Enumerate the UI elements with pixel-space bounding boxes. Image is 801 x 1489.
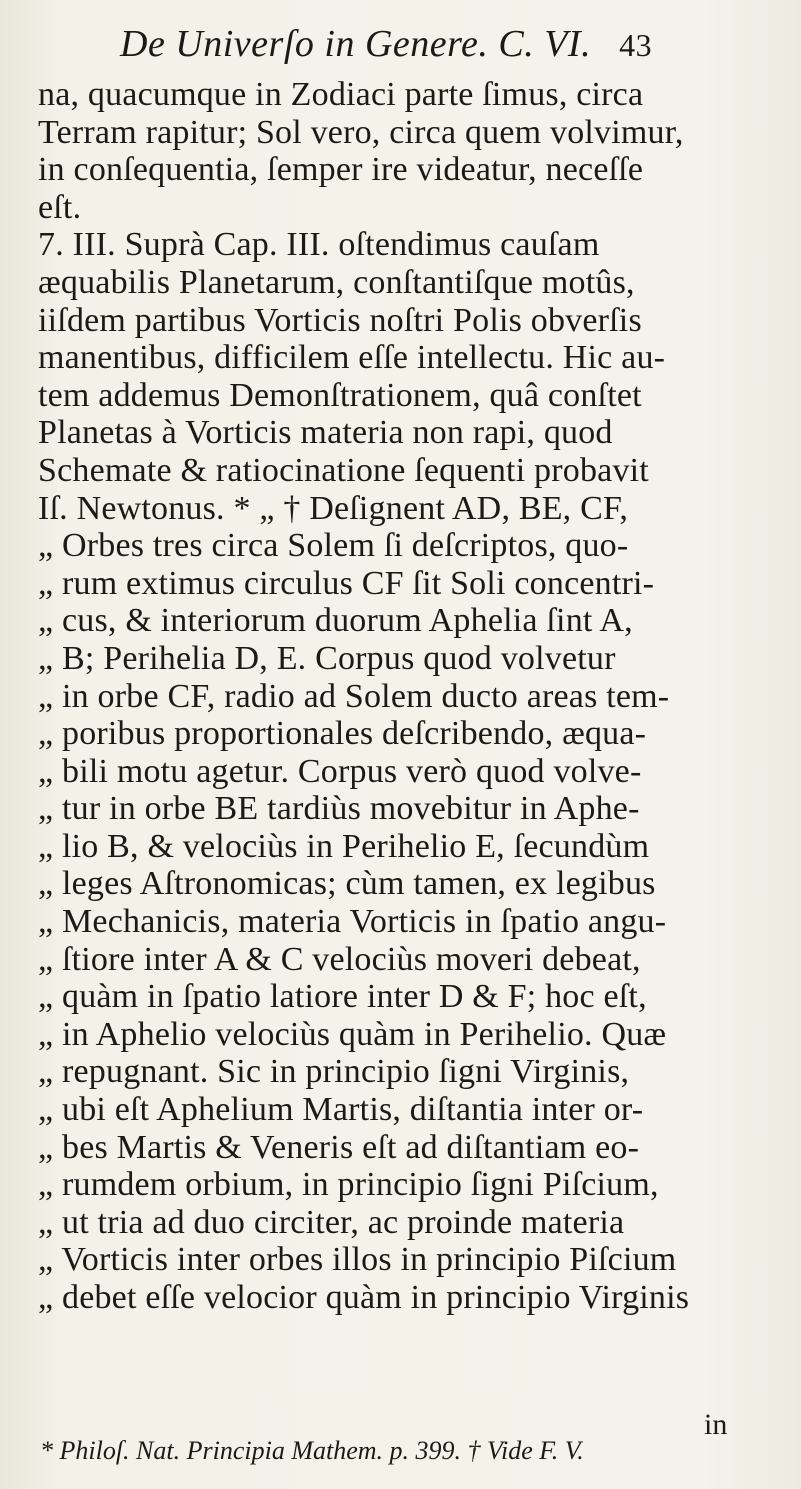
text-line: „ rumdem orbium, in principio ſigni Piſcium, bbox=[38, 1166, 659, 1204]
text-line: manentibus, difficilem eſſe intellectu. Hic au- bbox=[38, 339, 666, 377]
text-line: „ quàm in ſpatio latiore inter D & F; hoc eſt, bbox=[38, 978, 647, 1016]
running-header bbox=[120, 22, 720, 66]
text-line: na, quacumque in Zodiaci parte ſimus, circa bbox=[38, 76, 644, 113]
text-line: „ ut tria ad duo circiter, ac proinde materia bbox=[38, 1203, 625, 1241]
text-line: „ rum extimus circulus CF ſit Soli concentri- bbox=[38, 564, 655, 602]
text-line: eſt. bbox=[38, 188, 82, 226]
text-line: „ ſtiore inter A & C velociùs moveri debeat, bbox=[38, 940, 641, 978]
text-line: Terram rapitur; Sol vero, circa quem volvimur, bbox=[38, 113, 684, 151]
text-line: „ Mechanicis, materia Vorticis in ſpatio angu- bbox=[38, 903, 667, 941]
text-line: „ lio B, & velociùs in Perihelio E, ſecundùm bbox=[38, 827, 650, 865]
text-line: „ poribus proportionales deſcribendo, æqua- bbox=[38, 715, 647, 753]
text-line: „ bes Martis & Veneris eſt ad diſtantiam eo- bbox=[38, 1128, 640, 1166]
text-line: iiſdem partibus Vorticis noſtri Polis obverſis bbox=[38, 301, 642, 339]
text-line: Schemate & ratiocinatione ſequenti probavit bbox=[38, 451, 649, 489]
text-line: „ Orbes tres circa Solem ſi deſcriptos, quo- bbox=[38, 527, 629, 565]
text-line: Planetas à Vorticis materia non rapi, quod bbox=[38, 414, 613, 452]
text-line: „ ubi eſt Aphelium Martis, diſtantia inter or- bbox=[38, 1091, 644, 1129]
text-line: „ leges Aſtronomicas; cùm tamen, ex legibus bbox=[38, 865, 656, 903]
page-number: 43 bbox=[619, 27, 653, 63]
body-text bbox=[38, 76, 768, 1317]
text-line: „ cus, & interiorum duorum Aphelia ſint A, bbox=[38, 602, 633, 640]
text-line: „ tur in orbe BE tardiùs movebitur in Aphe- bbox=[38, 790, 640, 828]
text-line: 7. III. Suprà Cap. III. oſtendimus cauſam bbox=[38, 226, 600, 264]
text-line: Iſ. Newtonus. * „ † Deſignent AD, BE, CF, bbox=[38, 489, 629, 527]
text-line: „ bili motu agetur. Corpus verò quod volve- bbox=[38, 752, 642, 790]
text-line: æquabilis Planetarum, conſtantiſque motûs, bbox=[38, 263, 635, 301]
text-line: „ debet eſſe velocior quàm in principio Virginis bbox=[38, 1279, 690, 1316]
text-line: „ repugnant. Sic in principio ſigni Virginis, bbox=[38, 1053, 630, 1091]
text-line: „ Vorticis inter orbes illos in principio Piſcium bbox=[38, 1241, 677, 1279]
text-line: tem addemus Demonſtrationem, quâ conſtet bbox=[38, 376, 642, 414]
text-line: in conſequentia, ſemper ire videatur, neceſſe bbox=[38, 151, 644, 189]
text-line: „ in orbe CF, radio ad Solem ducto areas tem- bbox=[38, 677, 670, 715]
text-line: „ in Aphelio velociùs quàm in Perihelio. Quæ bbox=[38, 1015, 667, 1053]
catchword: in bbox=[704, 1408, 728, 1441]
text-line: „ B; Perihelia D, E. Corpus quod volvetur bbox=[38, 639, 616, 677]
header-title: De Univerſo in Genere. C. VI. bbox=[120, 23, 592, 65]
footnote: * Philoſ. Nat. Principia Mathem. p. 399. † Vide F. V. bbox=[40, 1436, 584, 1465]
